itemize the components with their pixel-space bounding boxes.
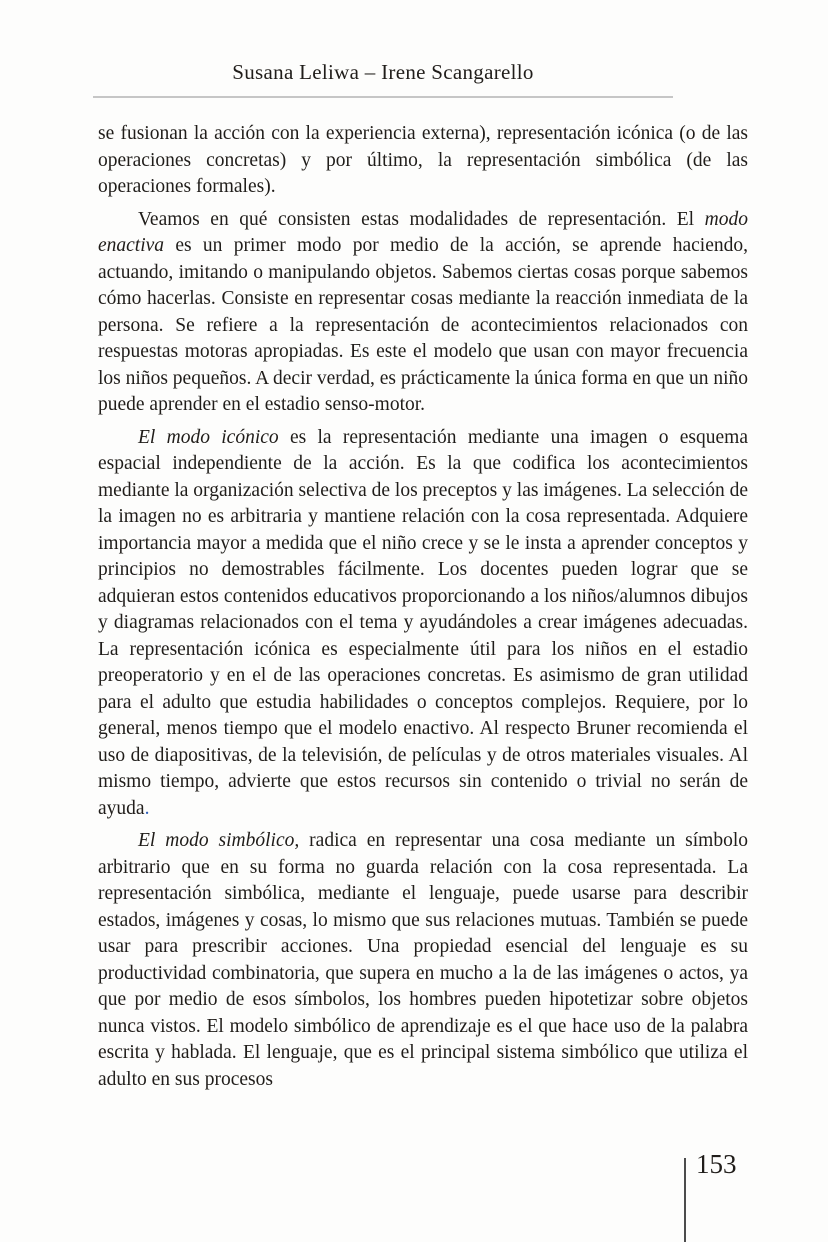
page-number-rule	[684, 1158, 686, 1242]
body-text	[98, 121, 748, 1099]
page-number: 153	[696, 1149, 737, 1179]
text-run: Veamos en qué consisten estas modalidades de representación. El	[138, 208, 705, 230]
text-run: es un primer modo por medio de la acción, se aprende haciendo, actuando, imitando o manipulando objetos. Sabemos ciertas cosas porque sabemos cómo hacerlas. Consiste en representar cosas mediante la reacción inmediata de la persona. Se refiere a la representación de acontecimientos relacionados con respuestas motoras apropiadas. Es este el modelo que usan con mayor frecuencia los niños pequeños. A decir verdad, es prácticamente la única forma en que un niño puede aprender en el estadio senso-motor.	[98, 235, 748, 415]
text-run: radica en representar una cosa mediante un símbolo arbitrario que en su forma no guarda relación con la cosa representada. La representación simbólica, mediante el lenguaje, puede usarse para describir estados, imágenes y cosas, lo mismo que sus relaciones mutuas. También se puede usar para prescribir acciones. Una propiedad esencial del lenguaje es su productividad combinatoria, que supera en mucho a la de las imágenes o actos, ya que por medio de esos símbolos, los hombres pueden hipotetizar sobre objetos nunca vistos. El modelo simbólico de aprendizaje es el que hace uso de la palabra escrita y hablada. El lenguaje, que es el principal sistema simbólico que utiliza el adulto en sus procesos	[98, 830, 748, 1090]
accent-period: .	[144, 797, 150, 819]
paragraph	[98, 207, 748, 419]
running-head: Susana Leliwa – Irene Scangarello	[232, 60, 534, 84]
paragraph	[98, 828, 748, 1093]
italic-phrase: modo enactiva	[98, 208, 748, 256]
text-run: es la representación mediante una imagen o esquema espacial independiente de la acción. Es la que codifica los acontecimientos mediante la organización selectiva de los preceptos y las imágenes. La selección de la imagen no es arbitraria y mantiene relación con la cosa representada. Adquiere importancia mayor a medida que el niño crece y se le insta a aprender conceptos y principios no demostrables fácilmente. Los docentes pueden lograr que se adquieran estos contenidos educativos proporcionando a los niños/alumnos dibujos y diagramas relacionados con el tema y ayudándoles a crear imágenes adecuadas. La representación icónica es especialmente útil para los niños en el estadio preoperatorio y en el de las operaciones concretas. Es asimismo de gran utilidad para el adulto que estudia habilidades o conceptos complejos. Requiere, por lo general, menos tiempo que el modelo enactivo. Al respecto Bruner recomienda el uso de diapositivas, de la televisión, de películas y de otros materiales visuales. Al mismo tiempo, advierte que estos recursos sin contenido o trivial no serán de ayuda	[98, 426, 748, 819]
paragraph	[98, 425, 748, 823]
header-rule	[93, 96, 673, 98]
italic-phrase: El modo icónico	[138, 426, 279, 448]
italic-phrase: El modo simbólico,	[138, 830, 300, 851]
text-run: se fusionan la acción con la experiencia externa), representación icónica (o de las operaciones concretas) y por último, la representación simbólica (de las operaciones formales).	[98, 123, 748, 197]
paragraph	[98, 121, 748, 201]
